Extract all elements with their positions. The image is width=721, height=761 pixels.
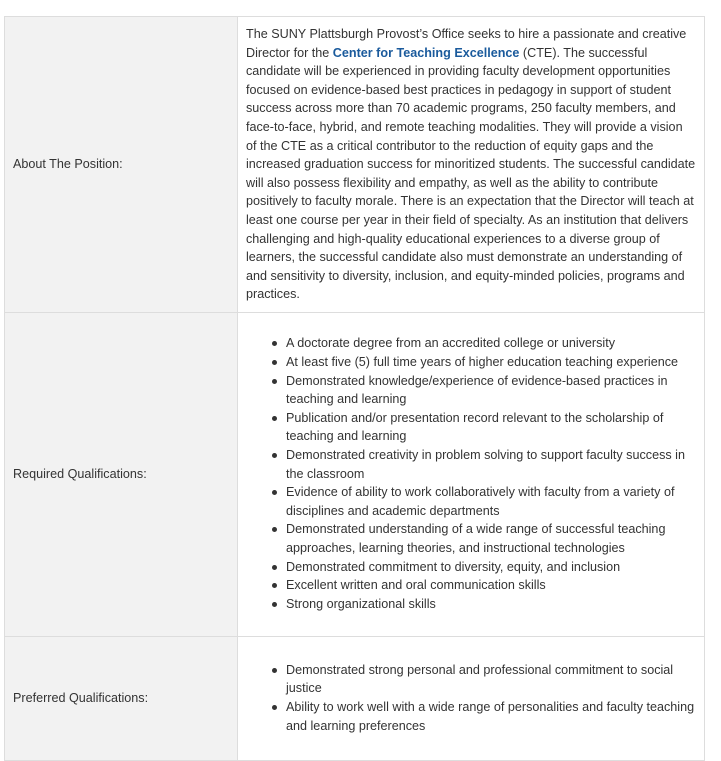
list-item-text: Publication and/or presentation record relevant to the scholarship of teaching and learning [286,410,664,444]
about-position-text [238,17,705,313]
preferred-qualifications-content [238,636,705,760]
required-qualifications-label: Required Qualifications: [5,312,238,636]
bullet-icon [272,360,277,365]
bullet-icon [272,602,277,607]
list-item [286,576,696,595]
bullet-icon [272,379,277,384]
about-text-before-link: The SUNY Plattsburgh Provost’s Office seeks to hire a passionate and creative Director for the [246,27,687,60]
list-item-text: Demonstrated strong personal and professional commitment to social justice [286,662,674,696]
about-position-label: About The Position: [5,17,238,313]
list-item [286,698,696,735]
bullet-icon [272,583,277,588]
bullet-icon [272,490,277,495]
bullet-icon [272,416,277,421]
about-position-row [5,17,705,313]
list-item-text: Strong organizational skills [286,596,436,611]
preferred-qualifications-row [5,636,705,760]
list-item-text: Demonstrated understanding of a wide range of successful teaching approaches, learning theories, and instructional technologies [286,522,666,555]
job-posting-table [4,16,705,761]
list-item [286,409,696,446]
required-qualifications-list [246,334,696,613]
preferred-qualifications-list [246,661,696,735]
list-item [286,558,696,577]
list-item-text: Demonstrated creativity in problem solving to support faculty success in the classroom [286,448,685,481]
bullet-icon [272,527,277,532]
bullet-icon [272,565,277,570]
about-text-after-link: (CTE). The successful candidate will be experienced in providing faculty development opportunities focused on evidence-based best practices in pedagogy in support of student success across more than 70 academic programs, 250 faculty members, and face-to-face, hybrid, and remote teaching modalities. They will provide a vision of the CTE as a critical contributor to the reduction of equity gaps and the increased graduation success for minoritized students. The successful candidate will also possess flexibility and empathy, as well as the ability to contribute positively to faculty morale. There is an expectation that the Director will teach at least one course per year in their field of specialty. As an institution that delivers challenging and high-quality educational experiences to a diverse group of learners, the successful candidate also must demonstrate an understanding of and sensitivity to diversity, inclusion, and equity-minded policies, programs and practices. [246,45,696,302]
list-item [286,595,696,614]
preferred-qualifications-label: Preferred Qualifications: [5,636,238,760]
list-item [286,353,696,372]
list-item-text: Demonstrated knowledge/experience of evidence-based practices in teaching and learning [286,373,668,407]
list-item [286,520,696,557]
bullet-icon [272,705,277,710]
list-item-text: Ability to work well with a wide range of personalities and faculty teaching and learning preferences [286,699,695,733]
required-qualifications-content [238,312,705,636]
bullet-icon [272,668,277,673]
list-item-text: A doctorate degree from an accredited college or university [286,336,616,351]
bullet-icon [272,341,277,346]
list-item [286,446,696,483]
list-item [286,483,696,520]
cte-link[interactable]: Center for Teaching Excellence [332,45,520,60]
list-item-text: Demonstrated commitment to diversity, equity, and inclusion [286,559,621,574]
list-item [286,334,696,353]
list-item-text: At least five (5) full time years of higher education teaching experience [286,355,679,370]
bullet-icon [272,453,277,458]
required-qualifications-row [5,312,705,636]
list-item-text: Excellent written and oral communication skills [286,578,546,593]
list-item [286,372,696,409]
list-item-text: Evidence of ability to work collaboratively with faculty from a variety of disciplines and academic departments [286,485,675,518]
list-item [286,661,696,698]
